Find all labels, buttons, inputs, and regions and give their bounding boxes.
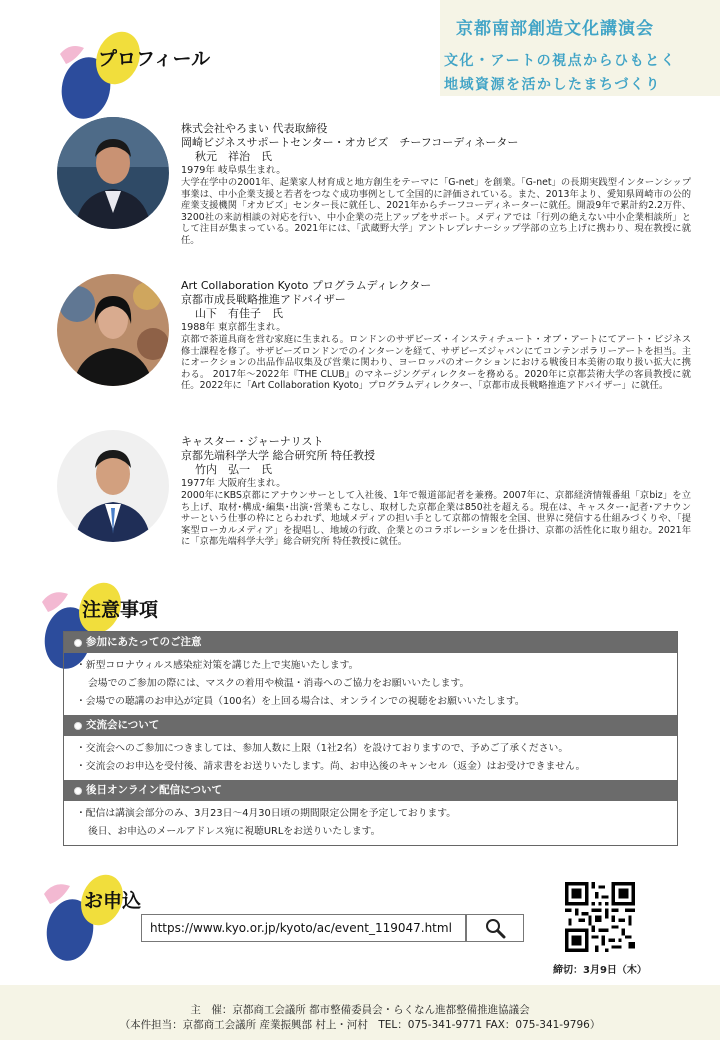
avatar-akimoto [57,117,169,229]
qr-code-icon[interactable] [565,882,635,952]
avatar-takeuchi [57,430,169,542]
profile-org2: 岡崎ビジネスサポートセンター・オカビズ チーフコーディネーター [181,136,519,149]
bullet-circle-icon [74,722,82,730]
profile-name: 竹内 弘一 氏 [195,463,272,476]
search-icon [484,917,506,939]
profile-birth: 1988年 東京都生まれ。 [181,322,286,333]
profile-bio: 京都で茶道具商を営む家庭に生まれる。ロンドンのサザビーズ・インスティチュート・オブ・アートにてアート・ビジネス修士課程を修了。サザビーズロンドンでのインターンを経て、サザビーズジャパンにてコンテンポラリーアートを担当。主にオークションの出品作品収集及び営業に関わり、ヨーロッパのオークションにおける戦後日本美術の取り扱い拡大に携わる。 2017年～2022年『THE CLUB』のマネージングディレクターを務める。2020年に京都芸術大学の客員教授に就任。2022年に「Art Collaboration Kyoto」プログラムディレクター、「京都市成長戦略推進アドバイザー」に就任。 [181,334,691,392]
notice-heading: 交流会について [64,715,677,736]
profile-birth: 1977年 大阪府生まれ。 [181,478,286,489]
profile-bio: 大学在学中の2001年、起業家人材育成と地方創生をテーマに「G-net」を創業。「G-net」の長期実践型インターンシップ事業は、中小企業支援と若者をつなぐ成功事例として全国的に評価されている。また、2013年より、愛知県岡崎市の公的産業支援機関「オカビズ」センター長に就任し、2021年からチーフコーディネーターに就任。開設9年で累計約2.2万件、3200社の来訪相談の対応を行い、中小企業の売上アップをサポート。メディアでは「行列の絶えない中小企業相談所」として注目が集まっている。2021年には、「武蔵野大学」アントレプレナーシップ学部の立ち上げに携わり、現在教授に就任。 [181,177,691,246]
profile-yamashita [181,279,691,392]
profile-org1: Art Collaboration Kyoto プログラムディレクター [181,279,432,292]
organizer-line: 主 催：京都商工会議所 都市整備委員会・らくなん進都整備推進協議会 [190,1004,530,1016]
notice-line: ・会場での聴講のお申込が定員（100名）を上回る場合は、オンラインでの視聴をお願いいたします。 [76,696,525,707]
profile-bio: 2000年にKBS京都にアナウンサーとして入社後、1年で報道部記者を兼務。2007年に、京都経済情報番組「京biz」を立ち上げ、取材･構成･編集･出演･営業もこなし、取材した京都企業は850社を超える。現在は、キャスター･記者･アナウンサーという仕事の枠にとらわれず、地域メディアの担い手として京都の情報を全国、世界に発信する仕組みづくりや、「提案型ローカルメディア」を提唱し、地域の行政、企業とのコラボレーションを仕掛け、京都の活性化に取り組む。2021年に「京都先端科学大学」総合研究所 特任教授に就任。 [181,490,691,548]
profile-org2: 京都市成長戦略推進アドバイザー [181,293,346,306]
application-url-field[interactable]: https://www.kyo.or.jp/kyoto/ac/event_119047.html [141,914,466,942]
notice-line: 後日、お申込のメールアドレス宛に視聴URLをお送りいたします。 [88,826,381,837]
notice-line: 会場でのご参加の際には、マスクの着用や検温・消毒へのご協力をお願いいたします。 [88,678,470,689]
profile-name: 山下 有佳子 氏 [195,307,283,320]
notice-body [64,736,677,780]
profile-org1: 株式会社やろまい 代表取締役 [181,122,328,135]
deadline-text: 締切：3月9日（木） [553,965,647,976]
profile-org1: キャスター・ジャーナリスト [181,435,324,448]
notice-table [63,631,678,846]
notice-heading: 参加にあたってのご注意 [64,632,677,653]
profile-name: 秋元 祥治 氏 [195,150,272,163]
profile-section-title: プロフィール [98,48,211,70]
event-subtitle-line1: 文化・アートの視点からひもとく [444,53,677,69]
profile-birth: 1979年 岐阜県生まれ。 [181,165,286,176]
profile-org2: 京都先端科学大学 総合研究所 特任教授 [181,449,375,462]
search-button[interactable] [466,914,524,942]
notice-line: ・新型コロナウィルス感染症対策を講じた上で実施いたします。 [76,660,359,671]
notice-section-title: 注意事項 [82,599,159,621]
bullet-circle-icon [74,639,82,647]
notice-line: ・配信は講演会部分のみ、3月23日～4月30日頃の期間限定公開を予定しております。 [76,808,457,819]
notice-line: ・交流会へのご参加につきましては、参加人数に上限（1社2名）を設けておりますので、予めご了承ください。 [76,743,569,754]
notice-body [64,653,677,715]
notice-body [64,801,677,845]
profile-akimoto [181,122,691,247]
event-subtitle-line2: 地域資源を活かしたまちづくり [444,77,661,93]
bullet-circle-icon [74,787,82,795]
notice-line: ・交流会のお申込を受付後、請求書をお送りいたします。尚、お申込後のキャンセル（返金）はお受けできません。 [76,761,586,772]
event-title: 京都南部創造文化講演会 [456,19,654,39]
notice-heading: 後日オンライン配信について [64,780,677,801]
avatar-yamashita [57,274,169,386]
apply-section-title: お申込 [84,890,142,912]
profile-takeuchi [181,435,691,548]
footer [0,985,720,1040]
contact-line: （本件担当：京都商工会議所 産業振興部 村上・河村 TEL：075-341-9771 FAX：075-341-9796） [119,1019,601,1031]
profile-section-blob-icon [52,28,142,123]
